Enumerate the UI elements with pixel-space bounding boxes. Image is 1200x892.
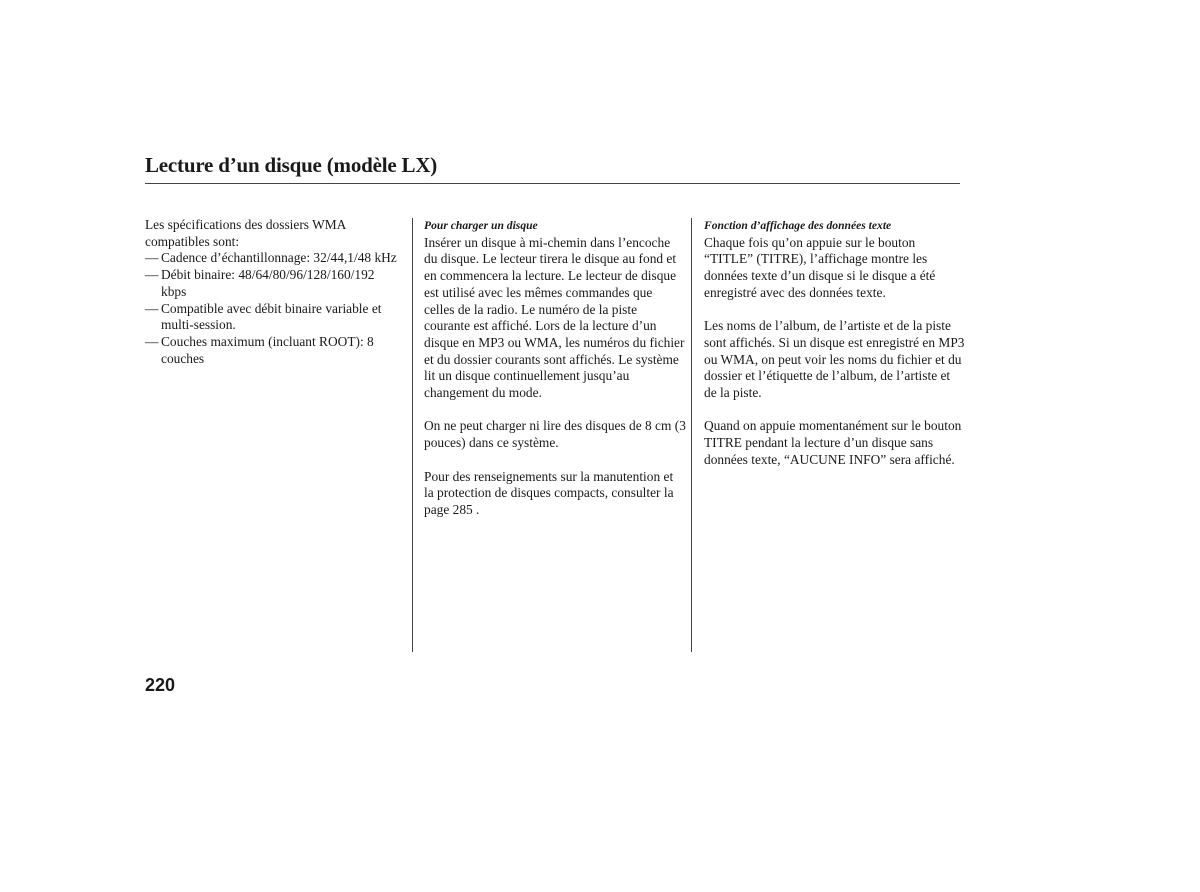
spec-text: Débit binaire: 48/64/80/96/128/160/192 kbps <box>161 267 375 299</box>
section-heading-text-display: Fonction d’affichage des données texte <box>704 219 892 232</box>
column-divider-left <box>412 218 413 652</box>
paragraph-spacer <box>704 402 966 419</box>
dash-bullet: — <box>145 267 159 283</box>
dash-bullet: — <box>145 250 159 266</box>
spec-text: Couches maximum (incluant ROOT): 8 couches <box>161 333 374 366</box>
text-display-paragraph-1: Chaque fois qu’on appuie sur le bouton “TITLE” (TITRE), l’affichage montre les données texte d’un disque si le disque a été enregistré avec des données texte. <box>704 234 936 300</box>
wma-specs-list <box>145 250 403 367</box>
text-display-paragraph-3: Quand on appuie momentanément sur le bouton TITRE pendant la lecture d’un disque sans données texte, “AUCUNE INFO” sera affiché. <box>704 418 962 467</box>
paragraph-spacer <box>424 452 686 469</box>
column-divider-right <box>691 218 692 652</box>
spec-item-vbr-multisession <box>145 301 403 334</box>
text-display-paragraph-2: Les noms de l’album, de l’artiste et de la piste sont affichés. Si un disque est enregistré en MP3 ou WMA, on peut voir les noms du fichier et du dossier et l’étiquette de l’album, de l’artiste et de la piste. <box>704 318 965 401</box>
dash-bullet: — <box>145 333 159 349</box>
column-loading-disc <box>424 217 686 519</box>
spec-text: Cadence d’échantillonnage: 32/44,1/48 kHz <box>161 250 397 266</box>
dash-bullet: — <box>145 300 159 316</box>
spec-item-max-layers <box>145 334 403 367</box>
wma-specs-intro: Les spécifications des dossiers WMA compatibles sont: <box>145 217 346 249</box>
paragraph-spacer <box>704 302 966 319</box>
column-text-display <box>704 217 966 469</box>
spec-text: Compatible avec débit binaire variable et multi-session. <box>161 300 382 333</box>
column-wma-specs <box>145 217 403 367</box>
title-divider <box>145 183 960 184</box>
spec-item-sampling-rate <box>145 250 403 267</box>
loading-paragraph-2: On ne peut charger ni lire des disques de 8 cm (3 pouces) dans ce système. <box>424 418 686 451</box>
page-title: Lecture d’un disque (modèle LX) <box>145 153 438 177</box>
paragraph-spacer <box>424 402 686 419</box>
page-number: 220 <box>145 675 176 695</box>
spec-item-bitrate <box>145 267 403 300</box>
loading-paragraph-3: Pour des renseignements sur la manutention et la protection de disques compacts, consulter la page 285 . <box>424 468 674 517</box>
loading-paragraph-1: Insérer un disque à mi-chemin dans l’encoche du disque. Le lecteur tirera le disque au fond et en commencera la lecture. Le lecteur de disque est utilisé avec les mêmes commandes que celles de la radio. Le numéro de la piste courante est affiché. Lors de la lecture d’un disque en MP3 ou WMA, les numéros du fichier et du dossier courants sont affichés. Le système lit un disque continuellement jusqu’au changement du mode. <box>424 234 685 401</box>
section-heading-loading: Pour charger un disque <box>424 219 538 232</box>
